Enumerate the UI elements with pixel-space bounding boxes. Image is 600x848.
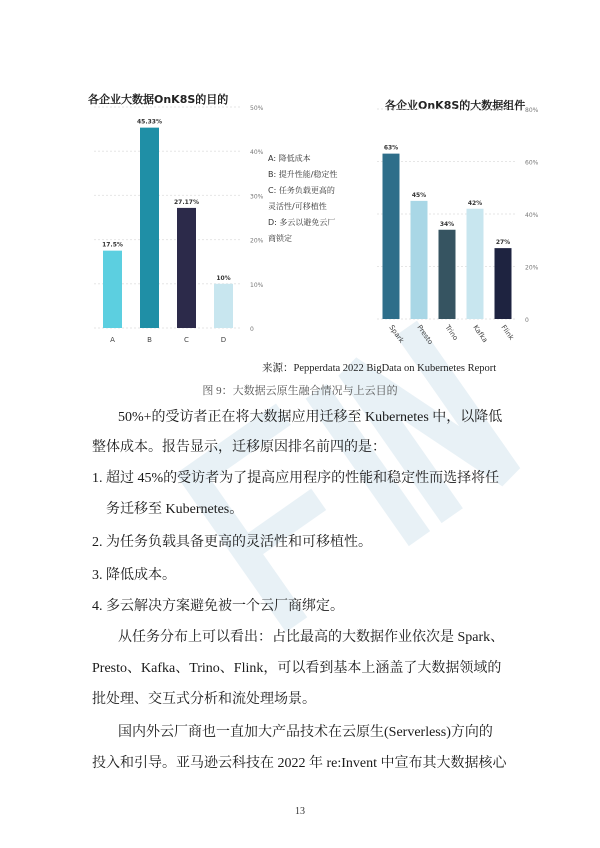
figure-caption: 图 9：大数据云原生融合情况与上云目的 bbox=[202, 385, 398, 397]
data-label: 27.17% bbox=[174, 198, 199, 206]
tick-label: 40% bbox=[250, 149, 264, 157]
paragraph-line: 整体成本。报告显示，迁移原因排名前四的是： bbox=[92, 440, 386, 455]
bar-c bbox=[177, 208, 196, 328]
legend-item-d: D: 多云以避免云厂 bbox=[268, 218, 336, 227]
data-label: 34% bbox=[439, 220, 455, 228]
category-label: A bbox=[110, 336, 115, 344]
figure-source: 来源：Pepperdata 2022 BigData on Kubernetes Report bbox=[262, 363, 497, 374]
chart-1-legend bbox=[268, 151, 368, 247]
paragraph-line: 批处理、交互式分析和流处理场景。 bbox=[92, 692, 316, 707]
list-item: 2. 为任务负载具备更高的灵活性和可移植性。 bbox=[92, 535, 372, 550]
legend-item-a: A: 降低成本 bbox=[268, 154, 311, 163]
data-label: 42% bbox=[467, 199, 483, 207]
data-label: 27% bbox=[495, 239, 511, 247]
chart-1-bars bbox=[102, 119, 233, 344]
chart-1-ticks bbox=[250, 105, 264, 333]
tick-label: 30% bbox=[250, 193, 264, 201]
chart-1 bbox=[80, 85, 270, 350]
category-label: D bbox=[220, 336, 227, 344]
list-item: 3. 降低成本。 bbox=[92, 568, 176, 583]
chart-2 bbox=[365, 95, 555, 355]
tick-label: 0 bbox=[525, 317, 529, 324]
data-label: 45.33% bbox=[137, 118, 162, 126]
paragraph-line: 从任务分布上可以看出：占比最高的大数据作业依次是 Spark、 bbox=[118, 630, 505, 645]
legend-item-d-cont: 商锁定 bbox=[268, 234, 292, 243]
category-label: B bbox=[147, 336, 152, 344]
bar-presto bbox=[411, 201, 428, 319]
legend-item-c-cont: 灵活性/可移植性 bbox=[268, 202, 327, 211]
list-item: 4. 多云解决方案避免被一个云厂商绑定。 bbox=[92, 599, 344, 614]
chart-1-title: 各企业大数据OnK8S的目的 bbox=[88, 93, 229, 106]
legend-item-b: B: 提升性能/稳定性 bbox=[268, 170, 338, 179]
category-label: C bbox=[184, 336, 189, 344]
bar-d bbox=[214, 284, 233, 328]
category-label: Flink bbox=[499, 323, 516, 342]
chart-2-bars bbox=[383, 145, 516, 346]
chart-2-title: 各企业OnK8S的大数据组件 bbox=[385, 99, 526, 112]
data-label: 45% bbox=[411, 191, 427, 199]
category-label: Trino bbox=[443, 323, 460, 342]
bar-b bbox=[140, 128, 159, 328]
bar-a bbox=[103, 251, 122, 328]
tick-label: 20% bbox=[250, 237, 264, 245]
tick-label: 60% bbox=[525, 159, 539, 167]
paragraph-line: 50%+的受访者正在将大数据应用迁移至 Kubernetes 中，以降低 bbox=[118, 410, 503, 425]
paragraph-line: 投入和引导。亚马逊云科技在 2022 年 re:Invent 中宣布其大数据核心 bbox=[92, 756, 507, 771]
tick-label: 10% bbox=[250, 281, 264, 289]
tick-label: 0 bbox=[250, 326, 254, 333]
data-label: 10% bbox=[216, 274, 231, 282]
paragraph-line: Presto、Kafka、Trino、Flink，可以看到基本上涵盖了大数据领域的 bbox=[92, 661, 502, 676]
paragraph-line: 国内外云厂商也一直加大产品技术在云原生(Serverless)方向的 bbox=[118, 725, 493, 740]
bar-spark bbox=[383, 154, 400, 319]
bar-trino bbox=[439, 230, 456, 319]
list-item: 1. 超过 45%的受访者为了提高应用程序的性能和稳定性而选择将任 bbox=[92, 471, 500, 486]
tick-label: 50% bbox=[250, 105, 264, 112]
tick-label: 80% bbox=[525, 107, 539, 114]
legend-item-c: C: 任务负载更高的 bbox=[268, 186, 335, 195]
tick-label: 20% bbox=[525, 264, 539, 272]
data-label: 17.5% bbox=[102, 241, 123, 249]
bar-kafka bbox=[467, 209, 484, 319]
page-number: 13 bbox=[295, 806, 305, 817]
data-label: 63% bbox=[383, 144, 399, 152]
category-label: Spark bbox=[387, 323, 406, 345]
tick-label: 40% bbox=[525, 212, 539, 219]
list-item-cont: 务迁移至 Kubernetes。 bbox=[106, 502, 244, 517]
category-label: Presto bbox=[415, 323, 435, 347]
chart-2-ticks bbox=[525, 107, 539, 324]
bar-flink bbox=[495, 248, 512, 319]
category-label: Kafka bbox=[471, 323, 490, 345]
